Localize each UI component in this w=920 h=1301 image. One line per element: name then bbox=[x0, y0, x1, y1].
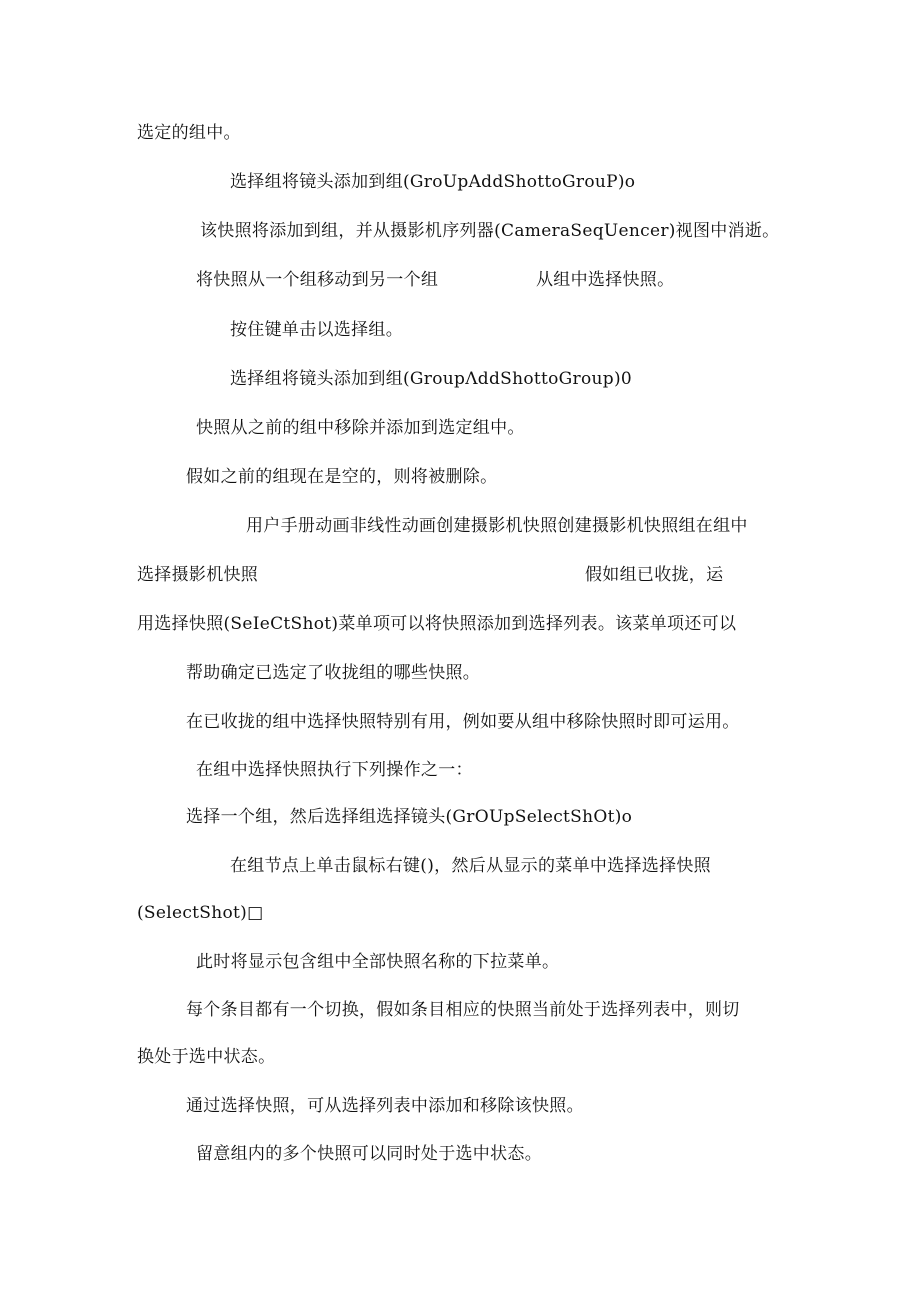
text-line: 按住键单击以选择组。 bbox=[230, 320, 403, 340]
text-line: 选择组将镜头添加到组(GroUpAddShottoGrouP)o bbox=[230, 172, 636, 192]
text-line: 在组节点上单击鼠标右键()，然后从显示的菜单中选择选择快照 bbox=[230, 856, 711, 876]
text-line: 在组中选择快照执行下列操作之一： bbox=[196, 760, 473, 780]
text-line: 从组中选择快照。 bbox=[536, 270, 675, 290]
text-line: 将快照从一个组移动到另一个组 bbox=[196, 270, 439, 290]
text-line: 换处于选中状态。 bbox=[137, 1047, 276, 1067]
text-line: (SelectShot)□ bbox=[137, 903, 264, 923]
text-line: 帮助确定已选定了收拢组的哪些快照。 bbox=[186, 663, 481, 683]
text-line: 选定的组中。 bbox=[137, 123, 241, 143]
text-line: 假如之前的组现在是空的，则将被删除。 bbox=[186, 467, 498, 487]
text-line: 快照从之前的组中移除并添加到选定组中。 bbox=[196, 418, 525, 438]
text-line: 用户手册动画非线性动画创建摄影机快照创建摄影机快照组在组中 bbox=[246, 516, 748, 536]
text-line: 用选择快照(SeIeCtShot)菜单项可以将快照添加到选择列表。该菜单项还可以 bbox=[137, 614, 737, 634]
text-line: 在已收拢的组中选择快照特别有用，例如要从组中移除快照时即可运用。 bbox=[186, 712, 740, 732]
text-line: 选择摄影机快照 bbox=[137, 565, 259, 585]
text-line: 通过选择快照，可从选择列表中添加和移除该快照。 bbox=[186, 1096, 584, 1116]
text-line: 每个条目都有一个切换，假如条目相应的快照当前处于选择列表中，则切 bbox=[186, 1000, 740, 1020]
text-line: 此时将显示包含组中全部快照名称的下拉菜单。 bbox=[196, 952, 560, 972]
text-line: 留意组内的多个快照可以同时处于选中状态。 bbox=[196, 1144, 542, 1164]
text-line: 该快照将添加到组，并从摄影机序列器(CameraSeqUencer)视图中消逝。 bbox=[200, 221, 780, 241]
text-line: 假如组已收拢，运 bbox=[585, 565, 724, 585]
text-line: 选择一个组，然后选择组选择镜头(GrOUpSelectShOt)o bbox=[186, 807, 633, 827]
text-line: 选择组将镜头添加到组(GroupΛddShottoGroup)0 bbox=[230, 369, 632, 389]
